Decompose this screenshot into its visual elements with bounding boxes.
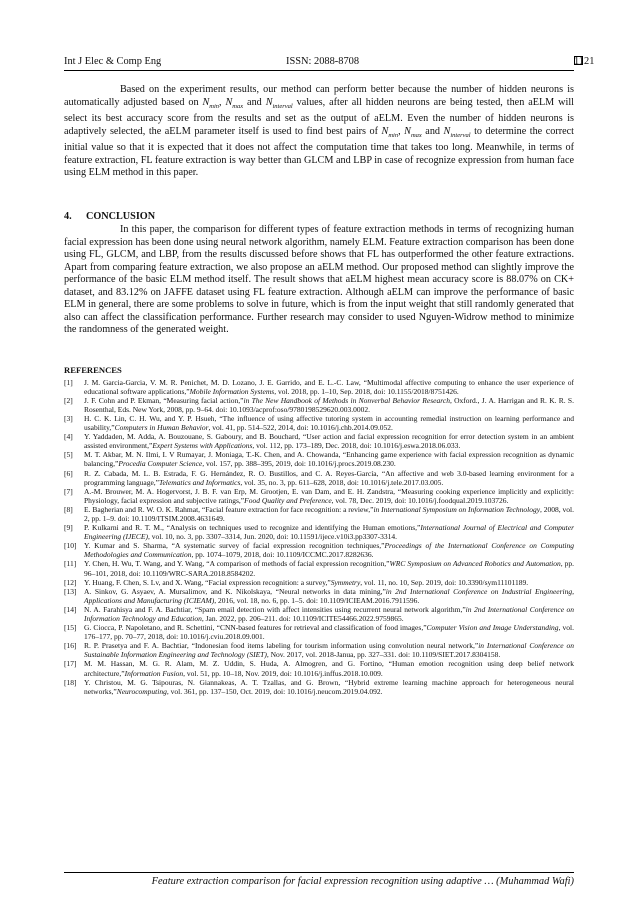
- reference-details: , vol. 11, no. 10, Sep. 2019, doi: 10.3390/sym11101189.: [360, 577, 529, 587]
- reference-item: [64, 541, 574, 559]
- reference-authors: Y. Kumar and S. Sharma,: [84, 541, 172, 551]
- n-min-symbol: $N_{min}$: [381, 125, 399, 139]
- reference-item: [64, 641, 574, 659]
- reference-authors: A. Sinkov, G. Asyaev, A. Mursalimov, and K. Nikolskaya,: [84, 586, 276, 596]
- reference-authors: R. Z. Cabada, M. L. B. Estrada, F. G. Hernández, R. O. Bustillos, and C. A. Reyes-García,: [84, 468, 382, 478]
- reference-details: , vol. 157, pp. 388–395, 2019, doi: 10.1016/j.procs.2019.08.230.: [202, 459, 396, 469]
- reference-venue: Mobile Information Systems: [189, 386, 275, 396]
- reference-title: “ Facial expression recognition: a survey ,”: [205, 578, 331, 587]
- reference-venue: Proceedings of the International Conference on Computing Methodologies and Communication: [84, 541, 574, 560]
- reference-authors: H. C. K. Lin, C. H. Wu, and Y. P. Hsueh,: [84, 413, 220, 423]
- reference-item: [64, 469, 574, 487]
- reference-venue: Expert Systems with Applications: [152, 441, 253, 451]
- reference-number: [11]: [64, 559, 77, 569]
- reference-number: [18]: [64, 677, 77, 687]
- reference-venue: Food Quality and Preference: [244, 495, 332, 505]
- reference-item: [64, 505, 574, 523]
- reference-number: [1]: [64, 377, 73, 387]
- reference-authors: Y. Huang, F. Chen, S. Lv, and X. Wang,: [84, 577, 206, 587]
- paragraph-text: Based on the experiment results, our method can perform better because the number of hidden neurons is automatically adjusted based on: [64, 84, 574, 108]
- reference-item: [64, 578, 574, 587]
- reference-details: , vol. 361, pp. 137–150, Oct. 2019, doi: 10.1016/j.neucom.2019.04.092.: [166, 686, 383, 696]
- reference-item: [64, 396, 574, 414]
- journal-name: Int J Elec & Comp Eng: [64, 56, 162, 67]
- reference-number: [6]: [64, 468, 73, 478]
- reference-venue: in The New Handbook of Methods in Nonverbal Behavior Research: [243, 395, 450, 405]
- reference-number: [12]: [64, 577, 77, 587]
- reference-details: , vol. 51, pp. 10–18, Nov. 2019, doi: 10.1016/j.inffus.2018.10.009.: [183, 668, 383, 678]
- reference-venue: Computers in Human Behavior: [114, 423, 209, 433]
- reference-venue: Neurocomputing: [116, 686, 167, 696]
- reference-title: “ Measuring facial action ,”: [163, 396, 243, 405]
- reference-item: [64, 659, 574, 677]
- reference-number: [13]: [64, 586, 77, 596]
- reference-item: [64, 605, 574, 623]
- reference-title: “ Measuring cooking experience implicitly and explicitly: Physiology, facial expression and subjective ratings ,”: [84, 487, 574, 505]
- reference-title: “ Spam email detection with affect intensities using recurrent neural network algorithm ,”: [195, 605, 466, 614]
- reference-item: [64, 623, 574, 641]
- reference-number: [7]: [64, 486, 73, 496]
- paragraph-text: ,: [398, 125, 405, 137]
- section-title: CONCLUSION: [86, 210, 156, 222]
- reference-title: “ CNN-based features for retrieval and classification of food images ,”: [217, 623, 427, 632]
- reference-number: [4]: [64, 432, 73, 442]
- reference-number: [17]: [64, 659, 77, 669]
- reference-item: [64, 487, 574, 505]
- paragraph-text: and: [421, 125, 444, 137]
- reference-details: , vol. 35, no. 3, pp. 611–628, 2018, doi: 10.1016/j.tele.2017.03.005.: [240, 477, 444, 487]
- reference-item: [64, 678, 574, 696]
- reference-title: “ An affective and web 3.0-based learning environment for a programming language ,”: [84, 469, 574, 487]
- reference-title: “ A systematic survey of facial expression recognition techniques ,”: [172, 541, 385, 550]
- reference-title: “ A comparison of methods of facial expression recognition ,”: [206, 559, 389, 568]
- reference-title: “ Neural networks in data mining ,”: [276, 587, 386, 596]
- reference-details: , Jan. 2022, pp. 206–211. doi: 10.1109/ICITE54466.2022.9759865.: [201, 614, 404, 623]
- reference-item: [64, 587, 574, 605]
- reference-list: [64, 378, 574, 696]
- n-interval-symbol: $N_{interval}$: [443, 125, 471, 139]
- reference-venue: WRC Symposium on Advanced Robotics and Automation: [389, 559, 561, 569]
- section-number: 4.: [64, 210, 72, 222]
- page-body: [64, 84, 574, 696]
- reference-details: , vol. 78, Dec. 2019, doi: 10.1016/j.foodqual.2019.103726.: [331, 495, 509, 505]
- reference-details: , pp. 1074–1079, 2018, doi: 10.1109/ICCMC.2017.8282636.: [191, 550, 374, 560]
- reference-venue: International Journal of Electrical and Computer Engineering (IJECE): [84, 523, 574, 542]
- reference-title: “ Indonesian food items labeling for tourism information using convolution neural network ,”: [192, 641, 479, 650]
- n-max-symbol: $N_{max}$: [404, 125, 422, 139]
- reference-title: “ Facial feature extraction for face recognition: a review ,”: [202, 505, 374, 514]
- reference-venue: Telematics and Informatics: [159, 477, 241, 487]
- reference-venue: in International Conference on Sustainable Information Engineering and Technology (SIET): [84, 641, 574, 660]
- reference-number: [9]: [64, 523, 73, 533]
- reference-item: [64, 414, 574, 432]
- reference-details: , Oxford., J. A. Harrigan and R. K. R. S. Rosenthal, Eds. New York, 2008, pp. 9–64. doi: 10.1093/acprof:oso/9780198529620.003.0002.: [84, 395, 574, 414]
- reference-title: “ Analysis on techniques used to recognize and identifying the Human emotions ,”: [167, 523, 421, 532]
- reference-details: , vol. 41, pp. 514–522, 2014, doi: 10.1016/j.chb.2014.09.052.: [208, 423, 393, 433]
- reference-item: [64, 450, 574, 468]
- reference-authors: P. Kulkarni and R. T. M.,: [84, 523, 167, 533]
- reference-details: , Nov. 2017, vol. 2018-Janua, pp. 327–331. doi: 10.1109/SIET.2017.8304158.: [266, 650, 501, 660]
- reference-title: “ Enhancing game experience with facial expression recognition as dynamic balancing ,”: [84, 450, 574, 468]
- reference-number: [15]: [64, 623, 77, 633]
- reference-title: “ User action and facial expression recognition for error detection system in an ambient assisted environment ,”: [84, 432, 574, 450]
- paragraph-text: values, after all hidden neurons are being tested, then aELM will select its best accuracy score from the results and set as the output of aELM. Even the number of hidden neurons is adaptively selected, the aELM parameter itself is used to find best pairs of: [64, 96, 575, 137]
- reference-title: “ Human emotion recognition using deep belief network architecture ,”: [84, 659, 574, 677]
- reference-number: [3]: [64, 413, 73, 423]
- reference-venue: in 2nd International Conference on Information Technology and Education: [84, 604, 574, 623]
- conclusion-paragraph: In this paper, the comparison for different types of feature extraction methods in terms of recognizing human facial expression has been done using neural network algorithm, namely ELM. Feature extraction comparison has been done using FL, GLCM, and LBP, from the results discussed before shows that FL has outperformed the other feature extractions. Apart from comparing feature extraction, we also propose an aELM method. Our proposed method can slightly improve the performance of the basic ELM method itself. The result shows that aELM highest mean accuracy score is 88.07% on CK+ dataset, and 83.12% on JAFFE dataset using FL feature extraction. Although aELM can improve the performance of basic ELM in general, there are some problems to solve in future, which is from the input weight that still randomly generated that also can affect the classification performance. Further research may consider to used Nguyen-Widrow method to minimize the randomness of the generated weight.: [64, 224, 574, 336]
- issn: ISSN: 2088-8708: [286, 56, 360, 67]
- reference-details: , vol. 2018, pp. 1–10, Sep. 2018, doi: 10.1155/2018/8751426.: [274, 386, 459, 396]
- reference-venue: Procedia Computer Science: [118, 459, 203, 469]
- page-footer: Feature extraction comparison for facial expression recognition using adaptive … (Muhammad Wafi): [64, 872, 574, 889]
- page-header: [64, 56, 595, 71]
- references-heading: REFERENCES: [64, 364, 122, 375]
- reference-item: [64, 523, 574, 541]
- paragraph-text: and: [243, 96, 266, 108]
- reference-authors: Y. Christou, M. G. Tsipouras, N. Giannakeas, A. T. Tzallas, and G. Brown,: [84, 677, 345, 687]
- reference-details: , 2008, vol. 2, pp. 1–9. doi: 10.1109/ITSIM.2008.4631649.: [84, 504, 574, 523]
- reference-item: [64, 432, 574, 450]
- paragraph-text: ,: [219, 96, 226, 108]
- reference-authors: E. Bagherian and R. W. O. K. Rahmat,: [84, 504, 202, 514]
- reference-authors: Y. Yaddaden, M. Adda, A. Bouzouane, S. Gaboury, and B. Bouchard,: [84, 432, 303, 442]
- n-min-symbol: $N_{min}$: [202, 96, 220, 110]
- reference-details: , vol. 176–177, pp. 70–77, 2018, doi: 10.1016/j.cviu.2018.09.001.: [84, 623, 574, 642]
- reference-authors: J. M. Garcia-Garcia, V. M. R. Penichet, M. D. Lozano, J. E. Garrido, and E. L.-C. Law,: [84, 377, 364, 387]
- reference-venue: Symmetry: [330, 577, 361, 587]
- reference-venue: Computer Vision and Image Understanding: [426, 623, 559, 633]
- reference-authors: Y. Chen, H. Wu, T. Wang, and Y. Wang,: [84, 559, 207, 569]
- reference-title: “ The influence of using affective tutoring system in accounting remedial instruction on learning performance and usability ,”: [84, 414, 574, 432]
- reference-number: [10]: [64, 541, 77, 551]
- reference-number: [14]: [64, 604, 77, 614]
- reference-number: [5]: [64, 450, 73, 460]
- reference-authors: A.-M. Brouwer, M. A. Hogervorst, J. B. F. van Erp, M. Grootjen, E. van Dam, and E. H. Zandstra,: [84, 486, 398, 496]
- reference-authors: N. A. Farahisya and F. A. Bachtiar,: [84, 604, 195, 614]
- reference-number: [2]: [64, 395, 73, 405]
- reference-authors: G. Ciocca, P. Napoletano, and R. Schettini,: [84, 623, 217, 633]
- section-heading-conclusion: [64, 211, 574, 224]
- reference-details: , 2016, vol. 18, no. 6, pp. 1–5. doi: 10.1109/ICIEAM.2016.7911596.: [214, 595, 420, 605]
- page-number: 1121: [574, 56, 595, 67]
- paragraph-text: to determine the correct initial value so that it is expected that it does not affect the computation time that takes too long. Meanwhile, in terms of feature extraction, FL feature extraction is way better than GLCM and LBP in case of recognize expression from human face using ELM method in this paper.: [64, 125, 574, 179]
- reference-number: [16]: [64, 641, 77, 651]
- reference-authors: R. P. Prasetya and F. A. Bachtiar,: [84, 641, 192, 651]
- reference-details: , pp. 96–101, 2018, doi: 10.1109/WRC-SARA.2018.8584202.: [84, 559, 574, 578]
- reference-item: [64, 378, 574, 396]
- results-paragraph: [64, 84, 574, 180]
- reference-authors: M. T. Akbar, M. N. Ilmi, I. V Rumayar, J. Moniaga, T.-K. Chen, and A. Chowanda,: [84, 450, 343, 460]
- reference-title: “ Hybrid extreme learning machine approach for heterogeneous neural networks ,”: [84, 678, 574, 696]
- reference-title: “ Multimodal affective computing to enhance the user experience of educational software applications ,”: [84, 378, 574, 396]
- reference-authors: J. F. Cohn and P. Ekman,: [84, 395, 164, 405]
- reference-item: [64, 559, 574, 577]
- reference-venue: Information Fusion: [124, 668, 184, 678]
- reference-details: , vol. 112, pp. 173–189, Dec. 2018, doi: 10.1016/j.eswa.2018.06.033.: [252, 441, 461, 451]
- n-max-symbol: $N_{max}$: [225, 96, 244, 110]
- reference-details: , vol. 10, no. 3, pp. 3307–3314, Jun. 2020, doi: 10.11591/ijece.v10i3.pp3307-3314.: [147, 532, 398, 542]
- reference-venue: in 2nd International Conference on Industrial Engineering, Applications and Manufacturing (ICIEAM): [84, 586, 575, 605]
- reference-number: [8]: [64, 504, 73, 514]
- reference-venue: in International Symposium on Information Technology: [373, 504, 541, 514]
- n-interval-symbol: $N_{interval}$: [265, 96, 293, 110]
- reference-authors: M. M. Hassan, M. G. R. Alam, M. Z. Uddin, S. Huda, A. Almogren, and G. Fortino,: [84, 659, 389, 669]
